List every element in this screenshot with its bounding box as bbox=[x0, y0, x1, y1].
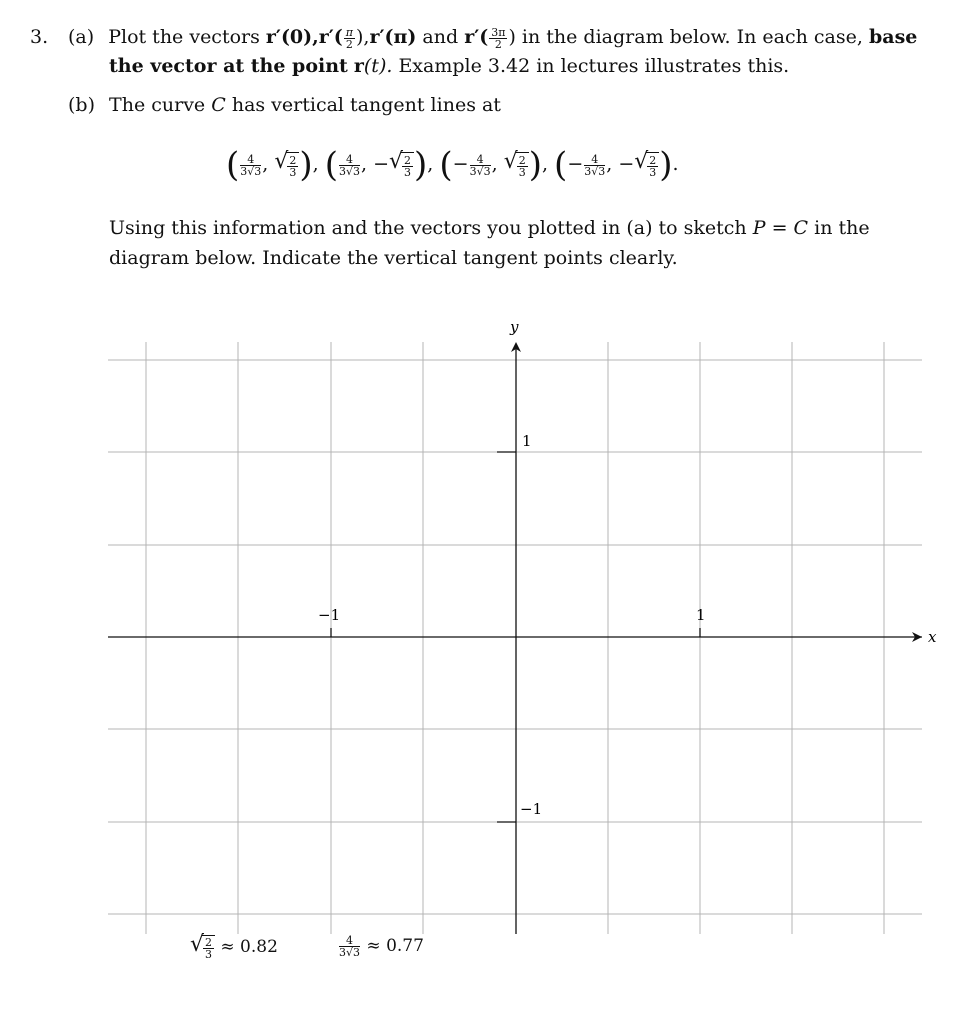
vec-r3pi2: r′( bbox=[464, 26, 489, 48]
question-number: 3. bbox=[30, 26, 49, 48]
y-axis-label: y bbox=[510, 318, 519, 336]
bold-vector-at-point: the vector at the point bbox=[109, 55, 348, 77]
grid-lines bbox=[108, 342, 922, 934]
point-1: ( $\frac{4}{3√3}$ , √ $\frac{2}{3}$ ) bbox=[226, 145, 313, 185]
part-a-label: (a) bbox=[68, 26, 95, 48]
p-var: P bbox=[752, 217, 766, 239]
curve-c2: C bbox=[793, 217, 809, 239]
part-b-text-a: The curve bbox=[109, 94, 206, 116]
part-a-line2-suffix: Example 3.42 in lectures illustrates this. bbox=[398, 55, 790, 77]
frac-3pi2: $\frac{3\pi}{2}$ bbox=[491, 25, 506, 51]
sep-2: , bbox=[427, 153, 434, 175]
part-a-line1-suffix: in the diagram below. In each case, bbox=[521, 26, 863, 48]
tick-label-x-neg1: −1 bbox=[318, 606, 341, 624]
sep-1: , bbox=[312, 153, 319, 175]
point-2: ( $\frac{4}{3√3}$ , − √ $\frac{2}{3}$ ) bbox=[324, 145, 428, 185]
part-b-text-c: Using this information and the vectors you plotted in (a) to sketch bbox=[109, 217, 747, 239]
vec-rpi2-close: ), bbox=[356, 26, 370, 48]
point-3: (− $\frac{4}{3√3}$ , √ $\frac{2}{3}$ ) bbox=[439, 145, 542, 185]
equals: = bbox=[771, 217, 788, 239]
tick-label-y-pos1: 1 bbox=[522, 432, 532, 450]
approx2-value: ≈ 0.77 bbox=[366, 936, 424, 956]
points-end: . bbox=[672, 153, 679, 175]
part-b-text-d: in the bbox=[814, 217, 870, 239]
curve-c: C bbox=[211, 94, 226, 116]
frac-pi2: $\frac{\pi}{2}$ bbox=[345, 25, 354, 51]
bold-base: base bbox=[868, 26, 918, 48]
vec-r3pi2-close: ) bbox=[508, 26, 516, 48]
sep-3: , bbox=[541, 153, 548, 175]
approx1-value: ≈ 0.82 bbox=[220, 937, 278, 957]
approx-sqrt23: √ $\frac{2}{3}$ ≈ 0.82 bbox=[190, 932, 278, 961]
part-b-text-b: has vertical tangent lines at bbox=[231, 94, 501, 116]
axes bbox=[108, 346, 922, 934]
point-4: (− $\frac{4}{3√3}$ , − √ $\frac{2}{3}$ ) bbox=[554, 145, 673, 185]
part-b-label: (b) bbox=[68, 94, 95, 116]
part-a-text: Plot the vectors bbox=[108, 26, 260, 48]
and-word: and bbox=[422, 26, 459, 48]
vec-rpi: r′(π) bbox=[369, 26, 417, 48]
t-var: (t). bbox=[363, 55, 393, 77]
part-b-line3: diagram below. Indicate the vertical tangent points clearly. bbox=[109, 247, 678, 269]
tick-label-y-neg1: −1 bbox=[520, 800, 543, 818]
x-axis-label: x bbox=[928, 628, 937, 646]
tick-label-x-pos1: 1 bbox=[696, 606, 706, 624]
vec-rpi2: r′( bbox=[318, 26, 343, 48]
r-of-t: r bbox=[353, 55, 364, 77]
vec-r0: r′(0), bbox=[265, 26, 319, 48]
approx-4-over-3sqrt3: $\frac{4}{3√3}$ ≈ 0.77 bbox=[339, 934, 424, 959]
